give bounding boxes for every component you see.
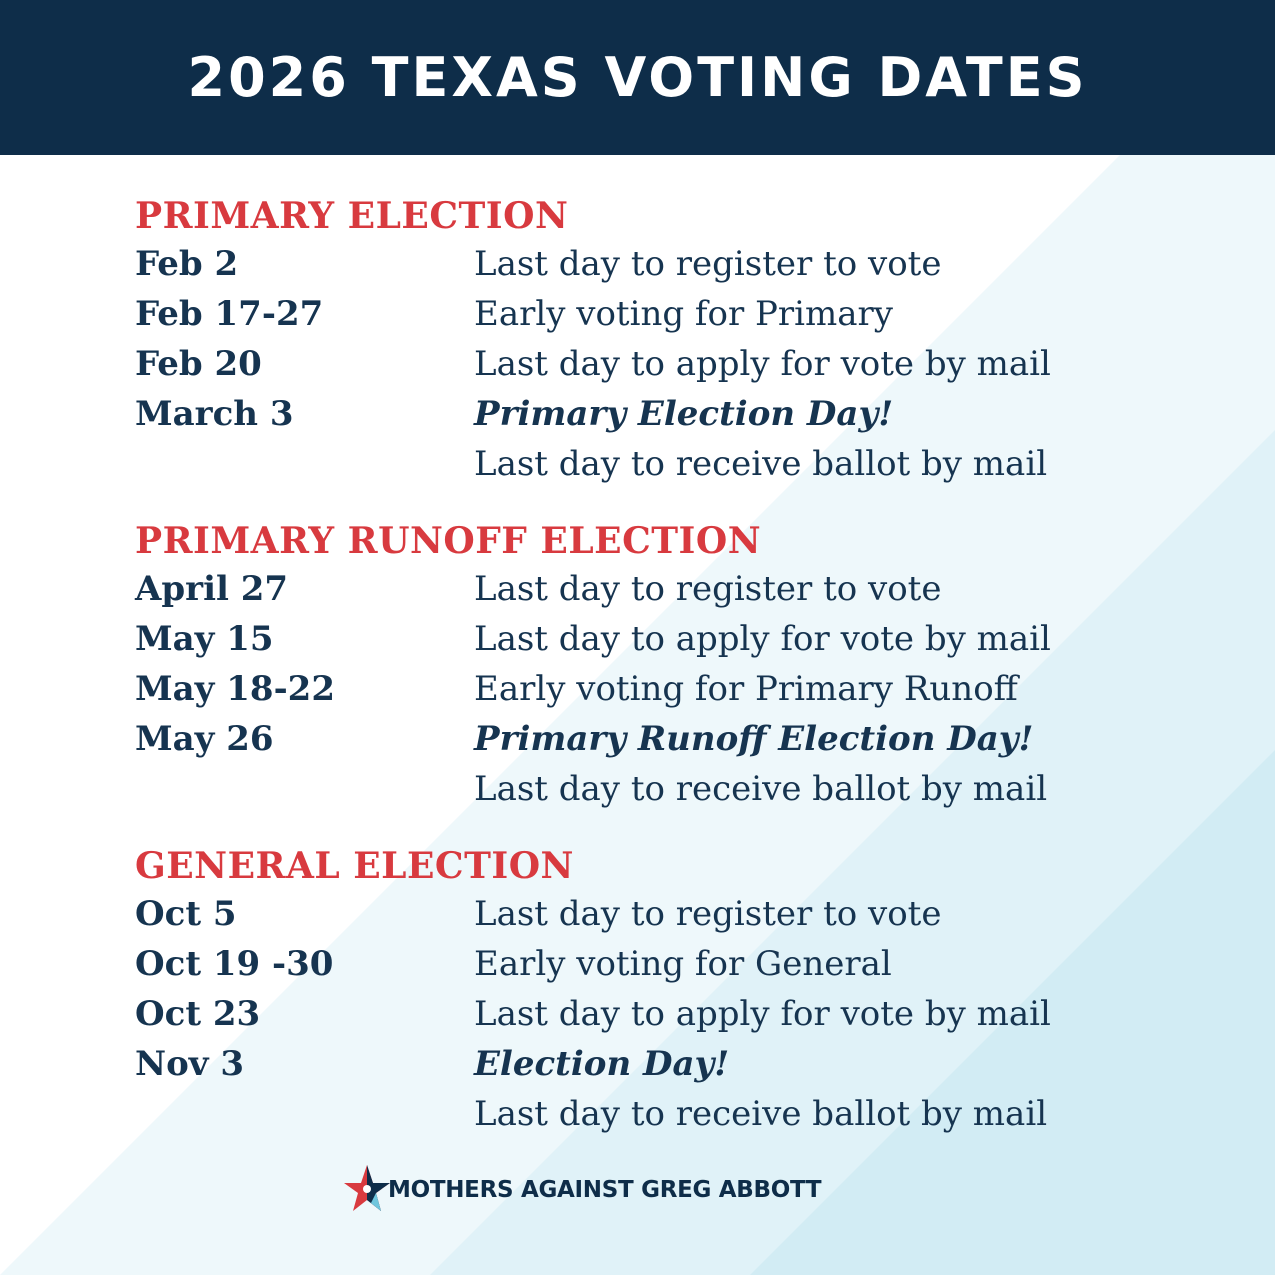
date-label: Feb 20 bbox=[135, 344, 262, 384]
section-general-election bbox=[135, 843, 1175, 1139]
date-label: May 26 bbox=[135, 719, 274, 759]
section-primary-runoff-election bbox=[135, 518, 1175, 814]
date-row bbox=[135, 714, 1175, 764]
date-label: March 3 bbox=[135, 394, 294, 434]
date-row bbox=[135, 389, 1175, 439]
event-description: Last day to apply for vote by mail bbox=[474, 994, 1051, 1034]
date-label: Nov 3 bbox=[135, 1044, 245, 1084]
date-label: Oct 5 bbox=[135, 894, 237, 934]
date-label: May 18-22 bbox=[135, 669, 335, 709]
section-title: GENERAL ELECTION bbox=[135, 845, 574, 887]
date-row bbox=[135, 939, 1175, 989]
date-row bbox=[135, 889, 1175, 939]
date-label: Feb 2 bbox=[135, 244, 239, 284]
date-list bbox=[135, 239, 1175, 489]
date-label: May 15 bbox=[135, 619, 274, 659]
event-description: Last day to receive ballot by mail bbox=[474, 1094, 1048, 1134]
date-label: Oct 23 bbox=[135, 994, 261, 1034]
logo bbox=[344, 1165, 944, 1220]
date-label: Feb 17-27 bbox=[135, 294, 324, 334]
title-banner bbox=[0, 0, 1275, 155]
date-row bbox=[135, 289, 1175, 339]
date-row bbox=[135, 339, 1175, 389]
event-description: Last day to apply for vote by mail bbox=[474, 619, 1051, 659]
section-title: PRIMARY ELECTION bbox=[135, 195, 569, 237]
page-title: 2026 TEXAS VOTING DATES bbox=[187, 46, 1088, 109]
date-row bbox=[135, 1039, 1175, 1089]
event-description: Early voting for Primary bbox=[474, 294, 894, 334]
date-row bbox=[135, 564, 1175, 614]
date-label: Oct 19 -30 bbox=[135, 944, 334, 984]
date-row bbox=[135, 989, 1175, 1039]
event-description: Last day to register to vote bbox=[474, 244, 942, 284]
event-description: Early voting for General bbox=[474, 944, 892, 984]
section-primary-election bbox=[135, 193, 1175, 489]
event-description: Last day to register to vote bbox=[474, 569, 942, 609]
election-day-label: Primary Runoff Election Day! bbox=[474, 719, 1034, 759]
event-description: Last day to receive ballot by mail bbox=[474, 769, 1048, 809]
logo-text: MOTHERS AGAINST GREG ABBOTT bbox=[388, 1177, 822, 1203]
event-description: Last day to register to vote bbox=[474, 894, 942, 934]
event-description: Last day to receive ballot by mail bbox=[474, 444, 1048, 484]
date-row bbox=[135, 239, 1175, 289]
event-description: Last day to apply for vote by mail bbox=[474, 344, 1051, 384]
date-list bbox=[135, 564, 1175, 814]
section-title: PRIMARY RUNOFF ELECTION bbox=[135, 520, 762, 562]
event-description: Early voting for Primary Runoff bbox=[474, 669, 1018, 709]
date-row bbox=[135, 614, 1175, 664]
texas-star-icon bbox=[344, 1165, 390, 1217]
date-row bbox=[135, 1089, 1175, 1139]
election-day-label: Election Day! bbox=[474, 1044, 730, 1084]
date-label: April 27 bbox=[135, 569, 289, 609]
date-row bbox=[135, 664, 1175, 714]
election-day-label: Primary Election Day! bbox=[474, 394, 894, 434]
date-row bbox=[135, 764, 1175, 814]
date-row bbox=[135, 439, 1175, 489]
date-list bbox=[135, 889, 1175, 1139]
